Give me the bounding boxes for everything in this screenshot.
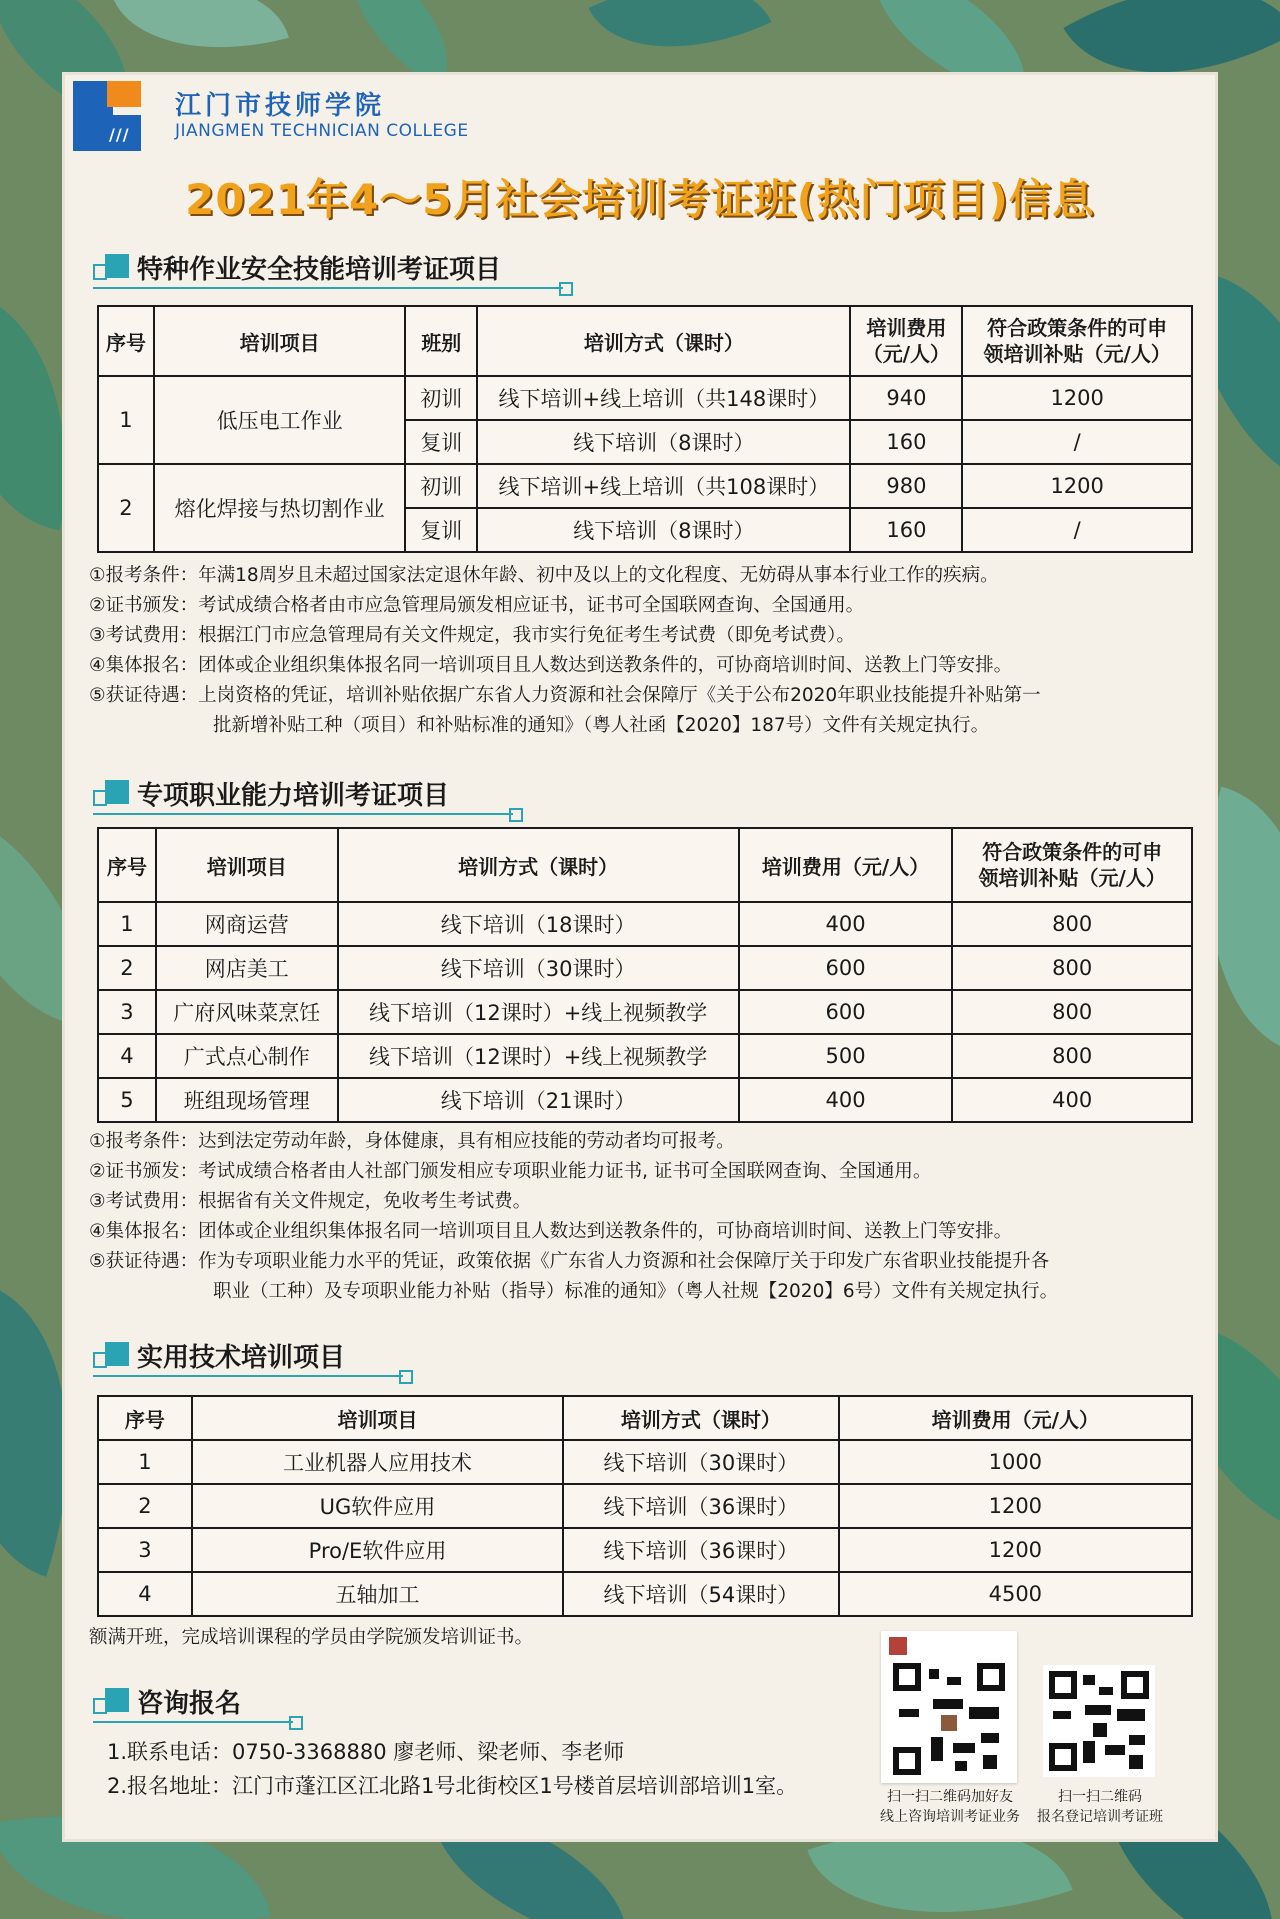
note-line: ⑤获证待遇：作为专项职业能力水平的凭证，政策依据《广东省人力资源和社会保障厅关于印发广东省职业技能提升各 [89, 1251, 1050, 1272]
table-row [98, 1572, 1192, 1616]
row-mode: 线下培训（12课时）+线上视频教学 [338, 1034, 739, 1078]
row-no: 3 [98, 990, 156, 1034]
note-line: ②证书颁发：考试成绩合格者由市应急管理局颁发相应证书，证书可全国联网查询、全国通用。 [89, 595, 865, 616]
row-subsidy: 400 [952, 1078, 1192, 1122]
row-mode: 线下培训（36课时） [563, 1484, 839, 1528]
page-title: 2021年4～5月社会培训考证班(热门项目)信息 [185, 175, 1095, 224]
row-fee: 160 [850, 420, 962, 464]
row-fee: 4500 [839, 1572, 1192, 1616]
row-item: 网店美工 [156, 946, 338, 990]
row-no: 4 [98, 1034, 156, 1078]
header-no: 序号 [98, 306, 154, 376]
row-no: 1 [98, 1440, 192, 1484]
row-item: 广府风味菜烹饪 [156, 990, 338, 1034]
note-line: ③考试费用：根据省有关文件规定，免收考生考试费。 [89, 1191, 532, 1212]
section2-notes [89, 1127, 1199, 1307]
row-fee: 1200 [839, 1484, 1192, 1528]
vocational-ability-table [97, 827, 1193, 1123]
note-line: ①报考条件：年满18周岁且未超过国家法定退休年龄、初中及以上的文化程度、无妨碍从事本行业工作的疾病。 [89, 565, 999, 586]
row-subsidy: 800 [952, 902, 1192, 946]
row-item: 广式点心制作 [156, 1034, 338, 1078]
wechat-qr-card [881, 1631, 1017, 1783]
row-item: 工业机器人应用技术 [192, 1440, 563, 1484]
college-name-en: JIANGMEN TECHNICIAN COLLEGE [175, 121, 469, 141]
row-class-type: 初训 [405, 464, 477, 508]
row-mode: 线下培训（30课时） [563, 1440, 839, 1484]
header-fee: 培训费用（元/人） [739, 828, 953, 902]
table-header-row [98, 828, 1192, 902]
practical-technology-table [97, 1395, 1193, 1617]
row-mode: 线下培训（21课时） [338, 1078, 739, 1122]
section-heading-practical-technology: 实用技术培训项目 [93, 1337, 345, 1373]
header-fee: 培训费用（元/人） [839, 1396, 1192, 1440]
header [65, 75, 1215, 255]
header-mode: 培训方式（课时） [477, 306, 850, 376]
row-fee: 160 [850, 508, 962, 552]
table-row [98, 376, 1192, 420]
header-fee: 培训费用 （元/人） [850, 306, 962, 376]
section1-notes [89, 561, 1199, 741]
row-no: 1 [98, 902, 156, 946]
section-marker-icon [93, 1686, 131, 1716]
table-row [98, 1078, 1192, 1122]
table-row [98, 902, 1192, 946]
row-mode: 线下培训（12课时）+线上视频教学 [338, 990, 739, 1034]
row-mode: 线下培训（18课时） [338, 902, 739, 946]
note-line: ④集体报名：团体或企业组织集体报名同一培训项目且人数达到送教条件的，可协商培训时间、送教上门等安排。 [89, 655, 1013, 676]
row-no: 1 [98, 376, 154, 464]
row-class-type: 复训 [405, 420, 477, 464]
note-line: ④集体报名：团体或企业组织集体报名同一培训项目且人数达到送教条件的，可协商培训时间、送教上门等安排。 [89, 1221, 1013, 1242]
row-item: UG软件应用 [192, 1484, 563, 1528]
header-no: 序号 [98, 828, 156, 902]
row-fee: 600 [739, 990, 953, 1034]
row-item: Pro/E软件应用 [192, 1528, 563, 1572]
header-mode: 培训方式（课时） [563, 1396, 839, 1440]
row-no: 4 [98, 1572, 192, 1616]
section-marker-icon [93, 778, 131, 808]
row-mode: 线下培训（54课时） [563, 1572, 839, 1616]
row-item: 五轴加工 [192, 1572, 563, 1616]
table-row [98, 464, 1192, 508]
header-item: 培训项目 [192, 1396, 563, 1440]
row-item: 网商运营 [156, 902, 338, 946]
row-subsidy: 800 [952, 946, 1192, 990]
row-fee: 400 [739, 1078, 953, 1122]
registration-qr-caption: 扫一扫二维码 报名登记培训考证班 [1037, 1789, 1163, 1825]
row-class-type: 初训 [405, 376, 477, 420]
row-fee: 980 [850, 464, 962, 508]
section-marker-icon [93, 1340, 131, 1370]
header-class: 班别 [405, 306, 477, 376]
table-header-row [98, 1396, 1192, 1440]
row-mode: 线下培训（36课时） [563, 1528, 839, 1572]
header-subsidy: 符合政策条件的可申 领培训补贴（元/人） [962, 306, 1192, 376]
college-logo-icon: /// [73, 81, 143, 151]
header-no: 序号 [98, 1396, 192, 1440]
row-fee: 1200 [839, 1528, 1192, 1572]
row-subsidy: 800 [952, 990, 1192, 1034]
row-no: 5 [98, 1078, 156, 1122]
header-item: 培训项目 [156, 828, 338, 902]
section-heading-contact: 咨询报名 [93, 1683, 241, 1719]
row-no: 3 [98, 1528, 192, 1572]
note-line: 职业（工种）及专项职业能力补贴（指导）标准的通知》（粤人社规【2020】6号）文件有关规定执行。 [213, 1281, 1059, 1302]
wechat-qr-caption: 扫一扫二维码加好友 线上咨询培训考证业务 [880, 1789, 1020, 1825]
note-line: ②证书颁发：考试成绩合格者由人社部门颁发相应专项职业能力证书, 证书可全国联网查询、全国通用。 [89, 1161, 932, 1182]
row-subsidy: 800 [952, 1034, 1192, 1078]
row-item: 低压电工作业 [154, 376, 405, 464]
row-mode: 线下培训+线上培训（共108课时） [477, 464, 850, 508]
poster [62, 72, 1218, 1842]
row-item: 熔化焊接与热切割作业 [154, 464, 405, 552]
row-subsidy: / [962, 508, 1192, 552]
table-row [98, 1440, 1192, 1484]
header-item: 培训项目 [154, 306, 405, 376]
college-name-cn: 江门市技师学院 [175, 91, 386, 121]
row-fee: 1000 [839, 1440, 1192, 1484]
contact-address: 2.报名地址：江门市蓬江区江北路1号北街校区1号楼首层培训部培训1室。 [107, 1774, 798, 1798]
registration-qr-code-icon [1043, 1665, 1155, 1777]
section-marker-icon [93, 252, 131, 282]
row-subsidy: 1200 [962, 376, 1192, 420]
table-row [98, 1528, 1192, 1572]
contact-phone: 1.联系电话：0750-3368880 廖老师、梁老师、李老师 [107, 1740, 625, 1764]
header-subsidy: 符合政策条件的可申 领培训补贴（元/人） [952, 828, 1192, 902]
row-fee: 400 [739, 902, 953, 946]
table-row [98, 1034, 1192, 1078]
row-mode: 线下培训+线上培训（共148课时） [477, 376, 850, 420]
row-no: 2 [98, 946, 156, 990]
row-class-type: 复训 [405, 508, 477, 552]
section3-note [89, 1623, 1199, 1653]
row-no: 2 [98, 464, 154, 552]
section-heading-vocational-ability: 专项职业能力培训考证项目 [93, 775, 449, 811]
note-line: ⑤获证待遇：上岗资格的凭证，培训补贴依据广东省人力资源和社会保障厅《关于公布2020年职业技能提升补贴第一 [89, 685, 1041, 706]
table-header-row [98, 306, 1192, 376]
row-mode: 线下培训（30课时） [338, 946, 739, 990]
contact-info [107, 1735, 797, 1803]
row-subsidy: / [962, 420, 1192, 464]
note-line: ③考试费用：根据江门市应急管理局有关文件规定，我市实行免征考生考试费（即免考试费）。 [89, 625, 855, 646]
note-line: ①报考条件：达到法定劳动年龄，身体健康，具有相应技能的劳动者均可报考。 [89, 1131, 735, 1152]
row-fee: 500 [739, 1034, 953, 1078]
wechat-qr-code-icon [893, 1663, 1005, 1775]
row-subsidy: 1200 [962, 464, 1192, 508]
special-operations-table [97, 305, 1193, 553]
section-heading-special-operations: 特种作业安全技能培训考证项目 [93, 249, 501, 285]
row-fee: 600 [739, 946, 953, 990]
table-row [98, 946, 1192, 990]
row-no: 2 [98, 1484, 192, 1528]
row-fee: 940 [850, 376, 962, 420]
row-mode: 线下培训（8课时） [477, 420, 850, 464]
table-row [98, 1484, 1192, 1528]
table-row [98, 990, 1192, 1034]
note-line: 批新增补贴工种（项目）和补贴标准的通知》（粤人社函【2020】187号）文件有关规定执行。 [213, 715, 990, 736]
header-mode: 培训方式（课时） [338, 828, 739, 902]
note-line: 额满开班，完成培训课程的学员由学院颁发培训证书。 [89, 1627, 534, 1648]
row-item: 班组现场管理 [156, 1078, 338, 1122]
row-mode: 线下培训（8课时） [477, 508, 850, 552]
